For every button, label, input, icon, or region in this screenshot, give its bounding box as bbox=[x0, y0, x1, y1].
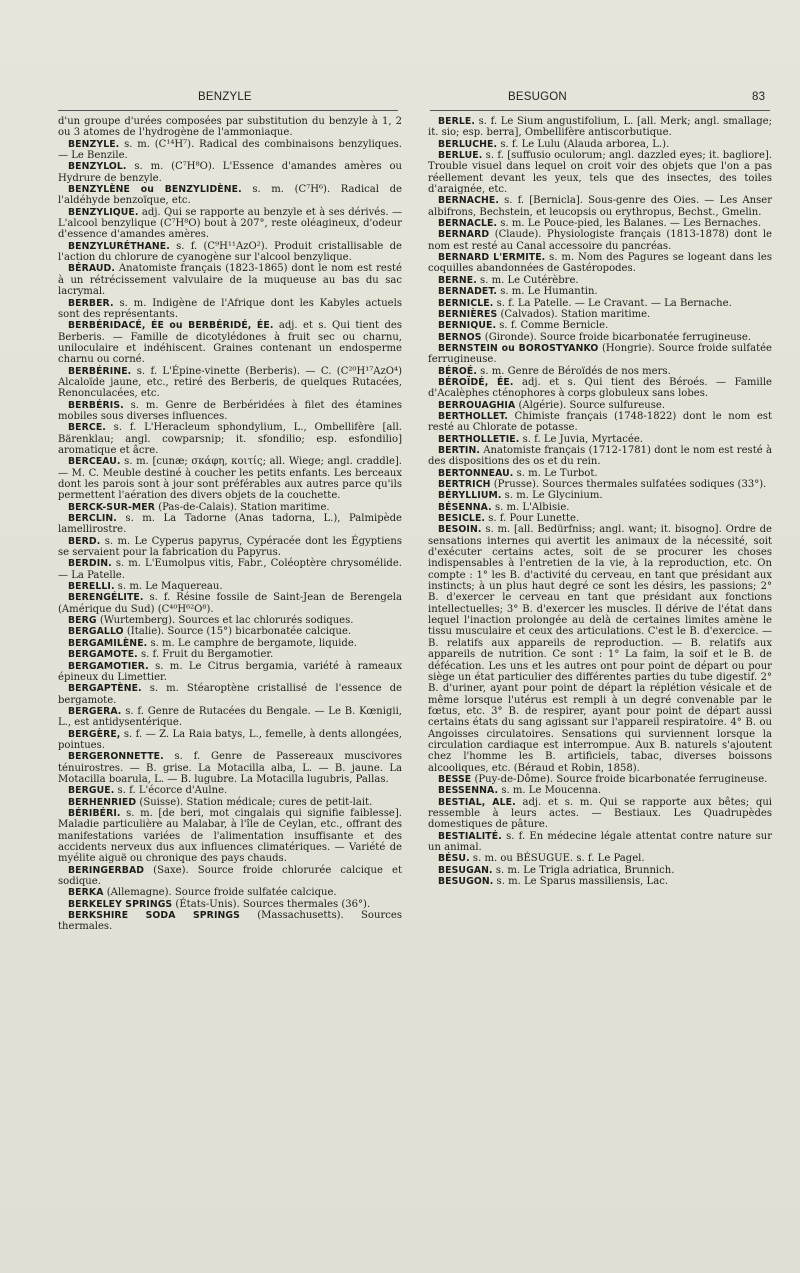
entry-definition: s. m. Indigène de l'Afrique dont les Kabyles actuels sont des représentants. bbox=[58, 297, 402, 320]
entry-headword: BERGÈRE, bbox=[68, 728, 121, 740]
entry-definition: s. f. Résine fossile de Saint-Jean de Berengela (Amérique du Sud) (C⁴⁰H⁶²O⁸). bbox=[58, 592, 402, 615]
dictionary-entry bbox=[58, 797, 402, 808]
entry-headword: BERBER. bbox=[68, 297, 114, 309]
dictionary-entry bbox=[58, 536, 402, 559]
entry-definition: s. f. Genre de Rutacées du Bengale. — Le B. Kœnigii, L., est antidysentérique. bbox=[58, 705, 402, 729]
dictionary-entry bbox=[428, 116, 772, 139]
entry-definition: s. m. Le Maquereau. bbox=[114, 581, 223, 593]
entry-definition: (Gironde). Source froide bicarbonatée ferrugineuse. bbox=[481, 331, 751, 343]
entry-definition: s. m. Nom des Pagures se logeant dans les coquilles abandonnées de Gastéropodes. bbox=[428, 252, 772, 275]
dictionary-entry bbox=[428, 275, 772, 286]
entry-headword: BERLUE. bbox=[438, 150, 483, 162]
entry-headword: BESOIN. bbox=[438, 524, 482, 536]
entry-headword: BERBÉRIDACÉ, ÉE ou BERBÉRIDÉ, ÉE. bbox=[68, 320, 274, 332]
entry-headword: BERNICLE. bbox=[438, 297, 494, 309]
dictionary-entry bbox=[428, 785, 772, 796]
entry-headword: BENZYLE. bbox=[68, 138, 120, 150]
entry-definition: s. m. L'Albisie. bbox=[491, 501, 570, 513]
entry-definition: s. f. Le Juvia, Myrtacée. bbox=[519, 433, 643, 445]
entry-headword: BERBÉRIS. bbox=[68, 399, 124, 411]
dictionary-entry bbox=[428, 524, 772, 774]
entry-headword: BERGERONNETTE. bbox=[68, 751, 164, 763]
entry-headword: BERTHOLLETIE. bbox=[438, 433, 520, 445]
entry-definition: s. f. La Patelle. — Le Cravant. — La Bernache. bbox=[493, 297, 732, 309]
entry-headword: BERCE. bbox=[68, 422, 106, 434]
entry-definition: s. f. Le Lulu (Alauda arborea, L.). bbox=[497, 138, 670, 150]
entry-headword: BÉROÏDÉ, ÉE. bbox=[438, 376, 514, 388]
entry-definition: (Calvados). Station maritime. bbox=[497, 308, 651, 320]
entry-headword: BERNACHE. bbox=[438, 195, 499, 207]
entry-definition: Anatomiste français (1712-1781) dont le nom est resté à des dispositions des os et du rein. bbox=[428, 444, 772, 468]
dictionary-entry bbox=[428, 797, 772, 831]
entry-headword: BERNARD L'ERMITE. bbox=[438, 252, 546, 264]
entry-headword: BERDIN. bbox=[68, 558, 112, 570]
entry-definition: s. f. L'Épine-vinette (Berberis). — C. (C²⁰H¹⁷AzO⁴) Alcaloïde jaune, etc., retiré des Berberis, de quelques Rutacées, Renonculacées, etc. bbox=[58, 365, 402, 400]
entry-definition: s. f. Fruit du Bergamotier. bbox=[137, 649, 274, 661]
dictionary-entry bbox=[428, 445, 772, 468]
dictionary-entry bbox=[58, 558, 402, 581]
entry-definition: s. m. Le Pouce-pied, les Balanes. — Les Bernaches. bbox=[497, 218, 762, 230]
dictionary-entry bbox=[428, 309, 772, 320]
entry-headword: BERNADET. bbox=[438, 286, 498, 298]
entry-definition: (Puy-de-Dôme). Source froide bicarbonatée ferrugineuse. bbox=[471, 773, 768, 785]
entry-headword: BERTHOLLET. bbox=[438, 410, 508, 422]
dictionary-entry bbox=[58, 241, 402, 264]
dictionary-entry bbox=[428, 298, 772, 309]
entry-definition: s. f. L'Heracleum sphondylium, L., Ombellifère [all. Bärenklau; angl. cowparsnip; it. sfondilio; esp. esfondilio] aromatique et âcre. bbox=[58, 422, 402, 456]
right-column bbox=[428, 116, 772, 887]
entry-headword: BENZYLURÉTHANE. bbox=[68, 240, 170, 252]
dictionary-entry bbox=[58, 400, 402, 423]
entry-headword: BENZYLOL. bbox=[68, 161, 127, 173]
entry-definition: s. f. [Bernicla]. Sous-genre des Oies. — Les Anser albifrons, Bechstein, et leucopsis ou erythropus, Bechst., Gmelin. bbox=[428, 195, 772, 218]
dictionary-entry bbox=[428, 490, 772, 501]
dictionary-entry bbox=[58, 116, 402, 139]
entry-definition: s. f. Pour Lunette. bbox=[485, 513, 580, 525]
dictionary-entry bbox=[58, 615, 402, 626]
entry-definition: s. m. Genre de Béroïdés de nos mers. bbox=[476, 365, 671, 377]
entry-definition: s. m. Le Moucenna. bbox=[498, 785, 602, 797]
running-head-right: BESUGON bbox=[508, 91, 567, 103]
dictionary-entry bbox=[58, 865, 402, 888]
entry-headword: BÉRIBÉRI. bbox=[68, 807, 121, 819]
entry-definition: s. m. [all. Bedürfniss; angl. want; it. bisogno]. Ordre de sensations internes qui avertit les animaux de la nécessité, soit d'exécuter certains actes, soit de se procurer les choses indispensables à l'entretien de la vie, à la reproduction, etc. On compte : 1° les B. d'activité du cerveau, en tant que présidant aux instincts; à un plus haut degré ce sont les désirs, les passions; 2° B. d'exercer le cerveau en tant que présidant aux fonctions intellectuelles; 3° B. d'exercer les muscles. Il dérive de l'état dans lequel l'inaction prolongée au delà de certaines limites amène le tissu musculaire et ceux des articulations. C'est le B. d'exercice. — B. relatifs aux appareils de reproduction. — B. relatifs aux appareils de nutrition. Ce sont : 1° La faim, la soif et le B. de défécation. Les uns et les autres ont pour point de départ ou pour siège un état particulier des différentes parties du tube digestif. 2° B. d'uriner, ayant pour point de départ la réplétion vésicale et de même lorsque l'utérus est rempli à un degré convenable par le fœtus, etc. 3° B. de respirer, ayant pour point de départ aussi certains états du sang agissant sur l'appareil respiratoire. 4° B. ou Angoisses circulatoires. Sensations qui surviennent lorsque la circulation cardiaque est interrompue. Aux B. naturels s'ajoutent chez l'homme les B. artificiels, tabac, diverses boissons alcooliques, etc. (Béraud et Robin, 1858). bbox=[428, 524, 772, 774]
dictionary-entry bbox=[428, 865, 772, 876]
entry-definition: s. m. Le Turbot. bbox=[513, 467, 598, 479]
dictionary-entry bbox=[428, 876, 772, 887]
entry-headword: BERLE. bbox=[438, 116, 476, 127]
dictionary-entry bbox=[428, 513, 772, 524]
header-rule-left bbox=[58, 110, 398, 111]
entry-headword: BERINGERBAD bbox=[68, 864, 145, 876]
dictionary-entry bbox=[428, 853, 772, 864]
dictionary-entry bbox=[428, 468, 772, 479]
entry-headword: BESTIALITÉ. bbox=[438, 830, 502, 842]
dictionary-entry bbox=[428, 195, 772, 218]
dictionary-entry bbox=[58, 626, 402, 637]
dictionary-entry bbox=[428, 150, 772, 195]
entry-definition: s. m. Le Sparus massiliensis, Lac. bbox=[493, 876, 669, 888]
entry-headword: BERKSHIRE SODA SPRINGS bbox=[68, 910, 240, 922]
entry-definition: s. f. (C⁹H¹¹AzO²). Produit cristallisable de l'action du chlorure de cyanogène sur l'alcool benzylique. bbox=[58, 240, 402, 264]
entry-headword: BÉSENNA. bbox=[438, 501, 492, 513]
dictionary-entry bbox=[428, 332, 772, 343]
entry-headword: BÉROÉ. bbox=[438, 365, 477, 377]
entry-headword: BERROUAGHIA bbox=[438, 399, 516, 411]
dictionary-entry bbox=[428, 366, 772, 377]
entry-definition: s. m. Le camphre de bergamote, liquide. bbox=[147, 637, 357, 649]
entry-definition: (Pas-de-Calais). Station maritime. bbox=[155, 501, 330, 513]
entry-headword: BESSENNA. bbox=[438, 785, 499, 797]
entry-headword: BERGAMOTIER. bbox=[68, 660, 149, 672]
entry-definition: s. m. Le Glycinium. bbox=[501, 490, 603, 502]
entry-headword: BERKA bbox=[68, 887, 104, 899]
entry-headword: BERTONNEAU. bbox=[438, 467, 514, 479]
entry-definition: s. f. [suffusio oculorum; angl. dazzled eyes; it. bagliore]. Trouble visuel dans lequel on croit voir des objets que l'on a pas réellement devant les yeux, tels que des insectes, des toiles d'araignée, etc. bbox=[428, 150, 772, 196]
entry-definition: s. m. Stéaroptène cristallisé de l'essence de bergamote. bbox=[58, 683, 402, 706]
entry-headword: BÉRYLLIUM. bbox=[438, 490, 502, 502]
dictionary-entry bbox=[58, 456, 402, 501]
entry-definition: (Claude). Physiologiste français (1813-1878) dont le nom est resté au Canal accessoire du pancréas. bbox=[428, 229, 772, 252]
entry-definition: s. m. (C⁷H⁶). Radical de l'aldéhyde benzoïque, etc. bbox=[58, 184, 402, 207]
entry-headword: BESSE bbox=[438, 773, 472, 785]
entry-definition: Anatomiste français (1823-1865) dont le nom est resté à un rétrécissement valvulaire de la muqueuse au bas du sac lacrymal. bbox=[58, 263, 402, 298]
dictionary-entry bbox=[58, 649, 402, 660]
entry-definition: (Italie). Source (15°) bicarbonatée calcique. bbox=[123, 626, 352, 638]
header-rule-right bbox=[430, 110, 770, 111]
entry-headword: BESUGAN. bbox=[438, 864, 493, 876]
left-column bbox=[58, 116, 402, 933]
dictionary-entry bbox=[58, 785, 402, 796]
dictionary-entry bbox=[58, 184, 402, 207]
dictionary-entry bbox=[58, 366, 402, 400]
entry-definition: s. m. Le Cutérèbre. bbox=[476, 274, 579, 286]
dictionary-entry bbox=[58, 422, 402, 456]
dictionary-entry bbox=[58, 638, 402, 649]
dictionary-entry bbox=[428, 229, 772, 252]
entry-definition: s. m. La Tadorne (Anas tadorna, L.), Palmipède lamellirostre. bbox=[58, 513, 402, 536]
dictionary-entry bbox=[428, 502, 772, 513]
entry-definition: s. f. Genre de Passereaux muscivores ténuirostres. — B. grise. La Motacilla alba, L. — B. jaune. La Motacilla boarula, L. — B. lugubre. La Motacilla lugubris, Pallas. bbox=[58, 751, 402, 785]
entry-headword: BERBÉRINE. bbox=[68, 365, 132, 377]
dictionary-entry bbox=[58, 808, 402, 865]
dictionary-entry bbox=[58, 139, 402, 162]
entry-definition: s. m. (C¹⁴H⁷). Radical des combinaisons benzyliques. — Le Benzile. bbox=[58, 138, 402, 162]
dictionary-entry bbox=[58, 592, 402, 615]
dictionary-entry bbox=[58, 298, 402, 321]
entry-headword: BERNARD bbox=[438, 229, 490, 241]
dictionary-entry bbox=[58, 910, 402, 933]
entry-headword: BERG bbox=[68, 615, 97, 627]
entry-headword: BERGAMOTE. bbox=[68, 649, 138, 661]
entry-headword: BERTIN. bbox=[438, 444, 480, 456]
entry-headword: BESICLE. bbox=[438, 513, 486, 525]
dictionary-entry bbox=[58, 899, 402, 910]
entry-definition: (Allemagne). Source froide sulfatée calcique. bbox=[103, 887, 337, 899]
entry-headword: BERNE. bbox=[438, 274, 477, 286]
dictionary-entry bbox=[58, 581, 402, 592]
entry-definition: s. f. Comme Bernicle. bbox=[496, 320, 609, 332]
entry-definition: Chimiste français (1748-1822) dont le nom est resté au Chlorate de potasse. bbox=[428, 410, 772, 434]
entry-headword: BERCLIN. bbox=[68, 513, 117, 525]
dictionary-entry bbox=[428, 252, 772, 275]
dictionary-entry bbox=[58, 502, 402, 513]
entry-definition: adj. et s. Qui tient des Berberis. — Famille de dicotylédones à fruit sec ou charnu, uniloculaire et indéhiscent. Graines contenant un endosperme charnu ou corné. bbox=[58, 320, 402, 366]
entry-headword: BERLUCHE. bbox=[438, 138, 498, 150]
entry-definition: s. m. L'Eumolpus vitis, Fabr., Coléoptère chrysomélide. — La Patelle. bbox=[58, 558, 402, 581]
dictionary-entry bbox=[428, 774, 772, 785]
entry-definition: s. m. Le Humantin. bbox=[497, 286, 598, 298]
entry-definition: s. m. Le Trigla adriatica, Brunnich. bbox=[492, 864, 675, 876]
entry-headword: BERENGÉLITE. bbox=[68, 592, 144, 604]
dictionary-entry bbox=[58, 683, 402, 706]
entry-headword: BERELLI. bbox=[68, 581, 115, 593]
dictionary-entry bbox=[428, 320, 772, 331]
entry-definition: adj. Qui se rapporte au benzyle et à ses dérivés. — L'alcool benzylique (C⁷H⁸O) bout à 207°, reste oléagineux, d'odeur d'essence d'amandes amères. bbox=[58, 206, 402, 241]
entry-definition: s. m. ou BÉSUGUE. s. f. Le Pagel. bbox=[469, 853, 645, 865]
dictionary-entry bbox=[428, 343, 772, 366]
entry-headword: BERD. bbox=[68, 535, 101, 547]
dictionary-entry bbox=[58, 320, 402, 365]
dictionary-entry bbox=[58, 513, 402, 536]
entry-headword: BESTIAL, ALE. bbox=[438, 796, 516, 808]
entry-headword: BERGALLO bbox=[68, 626, 124, 638]
entry-definition: s. f. — Z. La Raia batys, L., femelle, à dents allongées, pointues. bbox=[58, 728, 402, 751]
entry-definition: adj. et s. Qui tient des Béroés. — Famille d'Acalèphes cténophores à corps globuleux sans lobes. bbox=[428, 376, 772, 400]
entry-headword: BENZYLÈNE ou BENZYLIDÈNE. bbox=[68, 184, 242, 196]
entry-definition: s. m. Le Citrus bergamia, variété à rameaux épineux du Limettier. bbox=[58, 660, 402, 683]
entry-definition: (Saxe). Source froide chlorurée calcique et sodique. bbox=[58, 864, 402, 888]
entry-definition: (Algérie). Source sulfureuse. bbox=[515, 399, 666, 411]
entry-definition: adj. et s. m. Qui se rapporte aux bêtes; qui ressemble à leurs actes. — Bestiaux. Les Quadrupèdes domestiques de pâture. bbox=[428, 796, 773, 831]
dictionary-entry bbox=[58, 706, 402, 729]
entry-definition: (Hongrie). Source froide sulfatée ferrugineuse. bbox=[428, 342, 772, 366]
entry-definition: (États-Unis). Sources thermales (36°). bbox=[172, 898, 371, 910]
entry-headword: BERKELEY SPRINGS bbox=[68, 898, 173, 910]
entry-headword: BERNACLE. bbox=[438, 218, 498, 230]
entry-headword: BERNIÈRES bbox=[438, 308, 498, 320]
dictionary-entry bbox=[428, 139, 772, 150]
entry-definition: (Prusse). Sources thermales sulfatées sodiques (33°). bbox=[490, 479, 767, 490]
dictionary-entry bbox=[428, 286, 772, 297]
entry-definition: s. m. [de beri, mot cingalais qui signifie faiblesse]. Maladie particulière au Malabar, à l'île de Ceylan, etc., offrant des manifestations variées de l'alimentation insuffisante et des accidents nerveux dus aux influences climatériques. — Variété de myélite aiguë ou chronique des pays chauds. bbox=[58, 807, 402, 865]
dictionary-entry bbox=[58, 263, 402, 297]
entry-headword: BÉRAUD. bbox=[68, 263, 116, 275]
running-head-left: BENZYLE bbox=[198, 91, 252, 103]
entry-headword: BERNOS bbox=[438, 331, 482, 343]
entry-headword: BERGERA. bbox=[68, 705, 122, 717]
entry-headword: BERTRICH bbox=[438, 479, 491, 490]
dictionary-entry bbox=[428, 411, 772, 434]
entry-headword: BENZYLIQUE. bbox=[68, 206, 139, 218]
entry-headword: BERCEAU. bbox=[68, 456, 121, 468]
dictionary-entry bbox=[58, 161, 402, 184]
entry-definition: (Wurtemberg). Sources et lac chlorurés sodiques. bbox=[96, 615, 354, 627]
entry-headword: BÉSU. bbox=[438, 853, 470, 865]
entry-headword: BERNIQUE. bbox=[438, 320, 497, 332]
dictionary-entry bbox=[58, 207, 402, 241]
entry-definition: s. m. Le Cyperus papyrus, Cypéracée dont les Égyptiens se servaient pour la fabrication du Papyrus. bbox=[58, 535, 402, 559]
entry-definition: s. m. Genre de Berbéridées à filet des étamines mobiles sous diverses influences. bbox=[58, 399, 402, 422]
dictionary-entry bbox=[428, 400, 772, 411]
entry-definition: s. m. [cunæ; σκάφη, κοιτίς; all. Wiege; angl. craddle]. — M. C. Meuble destiné à coucher les petits enfants. Les berceaux dont les parois sont à jour sont préférables aux autres parce qu'ils permettent l'aération des divers objets de la couchette. bbox=[58, 456, 402, 502]
dictionary-entry bbox=[58, 887, 402, 898]
entry-headword: BESUGON. bbox=[438, 876, 494, 888]
entry-headword: BERCK-SUR-MER bbox=[68, 501, 155, 513]
dictionary-entry bbox=[428, 479, 772, 490]
entry-headword: BERHENRIED bbox=[68, 796, 137, 808]
entry-headword: BERGAMILÈNE. bbox=[68, 637, 148, 649]
page-number: 83 bbox=[752, 91, 766, 103]
entry-headword: BERGUE. bbox=[68, 785, 115, 797]
dictionary-entry bbox=[58, 661, 402, 684]
entry-definition: s. f. L'écorce d'Aulne. bbox=[114, 785, 228, 797]
entry-headword: BERNSTEIN ou BOROSTYANKO bbox=[438, 342, 599, 354]
dictionary-entry bbox=[428, 434, 772, 445]
dictionary-entry bbox=[428, 377, 772, 400]
dictionary-entry bbox=[428, 218, 772, 229]
entry-definition: (Suisse). Station médicale; cures de petit-lait. bbox=[136, 796, 373, 808]
dictionary-entry bbox=[428, 831, 772, 854]
entry-definition: d'un groupe d'urées composées par substitution du benzyle à 1, 2 ou 3 atomes de l'hydrogène de l'ammoniaque. bbox=[58, 116, 402, 139]
dictionary-entry bbox=[58, 751, 402, 785]
entry-definition: s. f. En médecine légale attentat contre nature sur un animal. bbox=[428, 830, 772, 853]
dictionary-entry bbox=[58, 729, 402, 752]
entry-definition: s. m. (C⁷H⁸O). L'Essence d'amandes amères ou Hydrure de benzyle. bbox=[58, 161, 402, 184]
entry-headword: BERGAPTÈNE. bbox=[68, 683, 142, 695]
entry-definition: s. f. Le Sium angustifolium, L. [all. Merk; angl. smallage; it. sio; esp. berra], Ombellifère antiscorbutique. bbox=[428, 116, 772, 139]
entry-definition: (Massachusetts). Sources thermales. bbox=[58, 910, 402, 933]
